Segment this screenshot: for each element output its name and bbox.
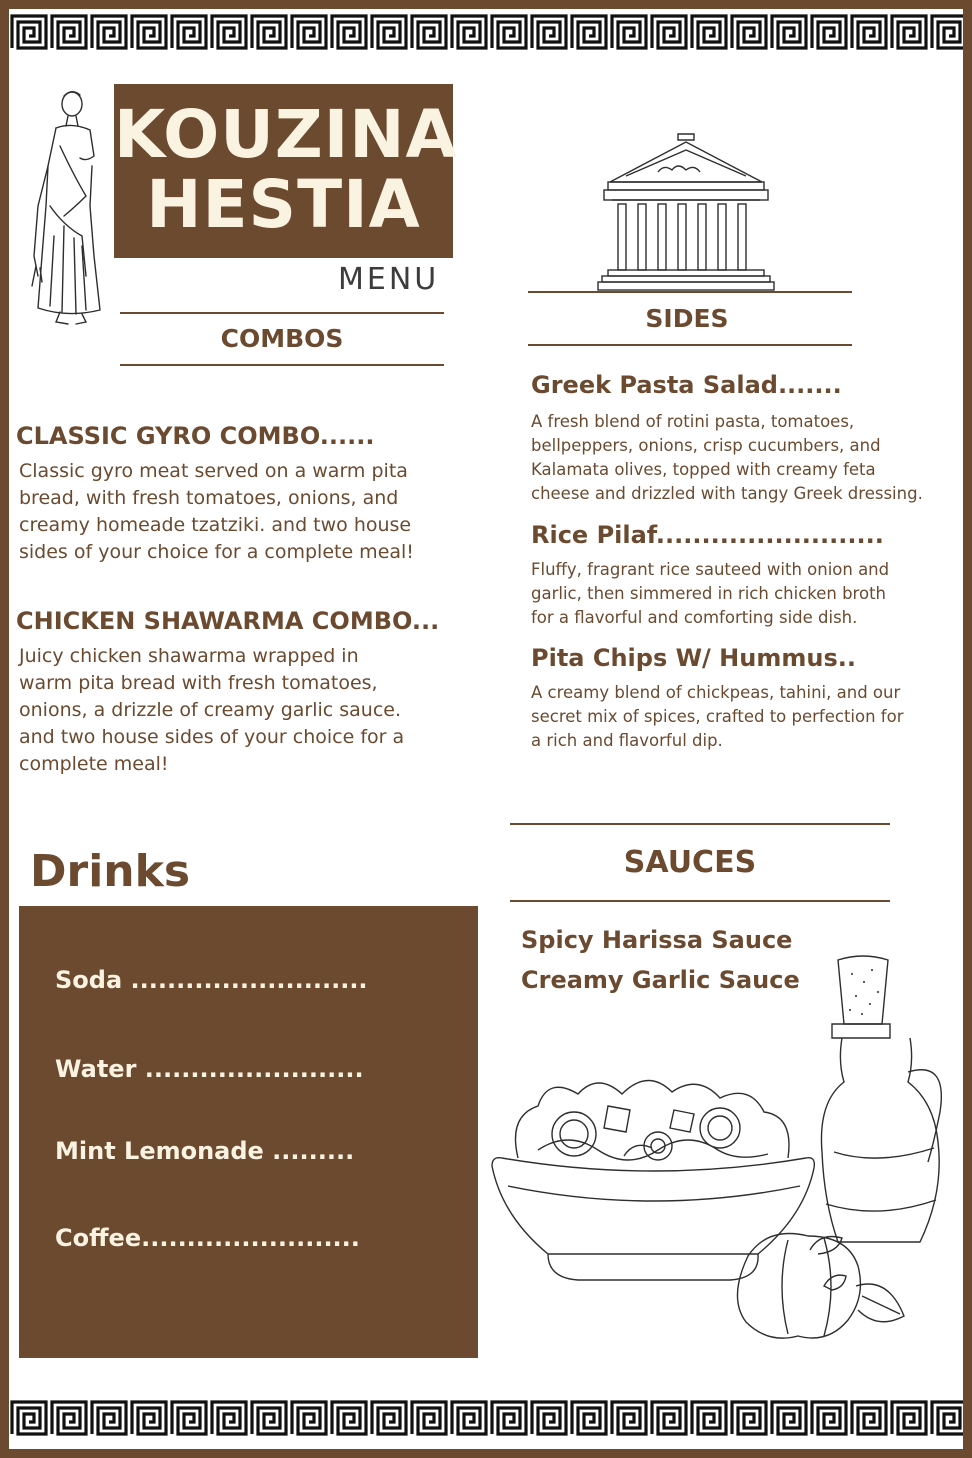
- greek-temple-icon: [598, 128, 774, 292]
- side-description: [531, 410, 923, 506]
- combo-desc-line: onions, a drizzle of creamy garlic sauce.: [19, 699, 402, 721]
- combo-desc-line: sides of your choice for a complete meal!: [19, 541, 414, 563]
- restaurant-name-line2: HESTIA: [146, 166, 421, 243]
- combos-rule-top: [120, 312, 444, 314]
- combo-desc-line: bread, with fresh tomatoes, onions, and: [19, 487, 399, 509]
- sauces-rule-top: [510, 823, 890, 825]
- combo-desc-line: creamy homeade tzatziki. and two house: [19, 514, 412, 536]
- combos-heading: COMBOS: [220, 324, 344, 353]
- side-desc-line: A creamy blend of chickpeas, tahini, and our: [531, 683, 901, 702]
- sauce-item: Creamy Garlic Sauce: [521, 966, 800, 994]
- side-desc-line: garlic, then simmered in rich chicken broth: [531, 584, 886, 603]
- drink-item: Coffee........................: [55, 1224, 360, 1252]
- side-name: Pita Chips W/ Hummus..: [531, 644, 856, 672]
- sides-heading: SIDES: [645, 304, 729, 333]
- restaurant-name-line1: KOUZINA: [114, 96, 458, 173]
- sides-rule-top: [528, 291, 852, 293]
- side-desc-line: Fluffy, fragrant rice sauteed with onion and: [531, 560, 890, 579]
- sauces-heading: SAUCES: [623, 845, 757, 880]
- side-name: Rice Pilaf.........................: [531, 521, 884, 549]
- side-desc-line: for a flavorful and comforting side dish.: [531, 608, 858, 627]
- greek-key-border-top: [9, 12, 963, 52]
- combos-rule-bottom: [120, 364, 444, 366]
- oil-bottle-icon: [808, 952, 958, 1272]
- drink-item: Mint Lemonade .........: [55, 1137, 355, 1165]
- side-desc-line: a rich and flavorful dip.: [531, 731, 723, 750]
- restaurant-name-box: [114, 84, 458, 258]
- greek-key-pattern-icon: [9, 12, 963, 52]
- combo-name: CHICKEN SHAWARMA COMBO...: [16, 607, 440, 635]
- combo-name: CLASSIC GYRO COMBO......: [16, 422, 375, 450]
- greek-statue-icon: [20, 86, 115, 326]
- side-description: [531, 558, 889, 630]
- drinks-heading: Drinks: [30, 846, 191, 897]
- combo-desc-line: warm pita bread with fresh tomatoes,: [19, 672, 378, 694]
- side-desc-line: A fresh blend of rotini pasta, tomatoes,: [531, 412, 855, 431]
- combo-desc-line: Classic gyro meat served on a warm pita: [19, 460, 408, 482]
- combo-description: [19, 458, 414, 566]
- greek-key-border-bottom: [9, 1398, 963, 1438]
- drink-item: Water ........................: [55, 1055, 364, 1083]
- bell-pepper-icon: [728, 1226, 912, 1350]
- side-desc-line: bellpeppers, onions, crisp cucumbers, and: [531, 436, 881, 455]
- combo-desc-line: complete meal!: [19, 753, 169, 775]
- greek-key-pattern-icon: [9, 1398, 963, 1438]
- side-desc-line: cheese and drizzled with tangy Greek dressing.: [531, 484, 923, 503]
- sides-rule-bottom: [528, 344, 852, 346]
- side-desc-line: secret mix of spices, crafted to perfection for: [531, 707, 904, 726]
- sauces-rule-bottom: [510, 900, 890, 902]
- menu-label: MENU: [338, 262, 440, 297]
- side-name: Greek Pasta Salad.......: [531, 371, 842, 399]
- drinks-panel: [19, 906, 478, 1358]
- drink-item: Soda ..........................: [55, 966, 368, 994]
- combo-description: [19, 643, 404, 778]
- side-description: [531, 681, 904, 753]
- sauce-item: Spicy Harissa Sauce: [521, 926, 793, 954]
- combo-desc-line: and two house sides of your choice for a: [19, 726, 405, 748]
- combo-desc-line: Juicy chicken shawarma wrapped in: [19, 645, 359, 667]
- side-desc-line: Kalamata olives, topped with creamy feta: [531, 460, 876, 479]
